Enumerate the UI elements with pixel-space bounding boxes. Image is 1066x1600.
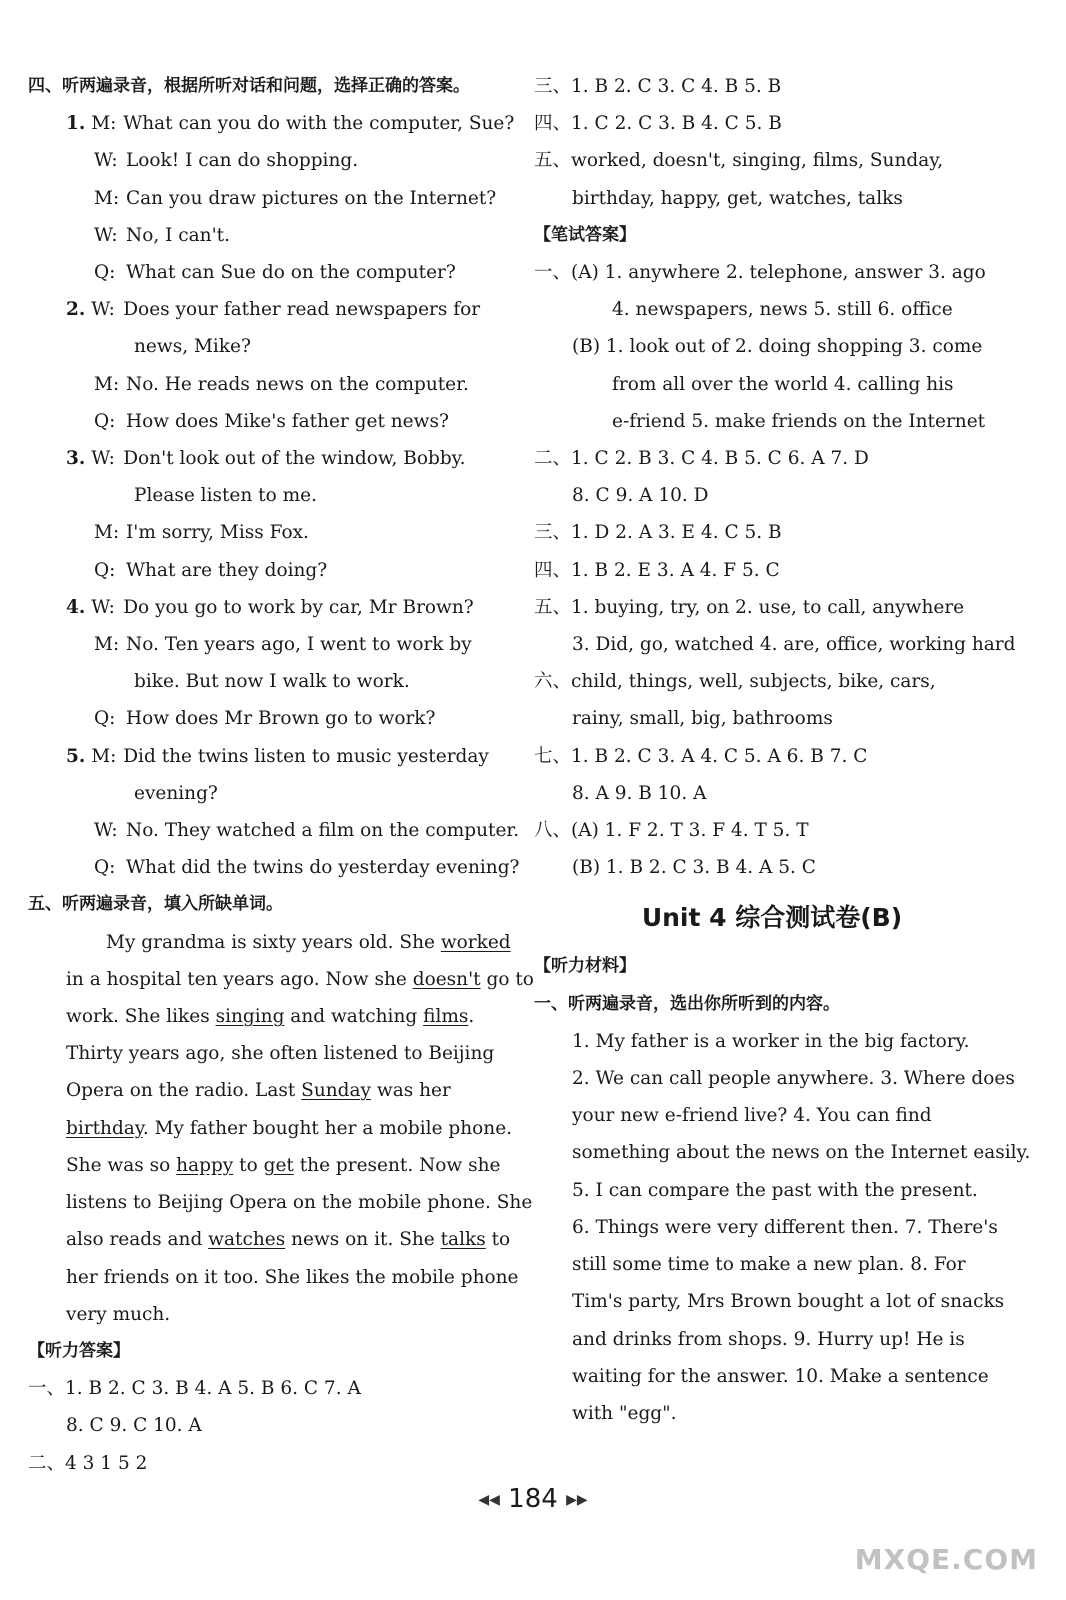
- section-4-title: 四、听两遍录音，根据所听对话和问题，选择正确的答案。: [28, 76, 470, 96]
- written-6b: rainy, small, big, bathrooms: [572, 708, 833, 730]
- material-line: waiting for the answer. 10. Make a sentence: [572, 1365, 989, 1387]
- right-column: [534, 68, 1031, 1432]
- material-line: still some time to make a new plan. 8. For: [572, 1254, 966, 1276]
- listening-answers-title: 【听力答案】: [28, 1340, 130, 1361]
- written-8a: 八、(A) 1. F 2. T 3. F 4. T 5. T: [534, 820, 809, 842]
- written-answers-title: 【笔试答案】: [534, 224, 636, 245]
- material-section-1: 一、听两遍录音，选出你所听到的内容。: [534, 993, 840, 1014]
- prev-arrows-icon: ◀◀: [478, 1492, 500, 1508]
- dialog-3: 3. W: Don't look out of the window, Bobby. Please listen to me. M: I'm sorry, Miss Fox. Q: What are they doing?: [66, 448, 466, 581]
- listening-answers-2: 二、4 3 1 5 2: [28, 1452, 148, 1474]
- dialog-number: 1.: [66, 113, 86, 135]
- material-line: 2. We can call people anywhere. 3. Where does: [572, 1068, 1015, 1090]
- written-5a: 五、1. buying, try, on 2. use, to call, anywhere: [534, 596, 965, 618]
- cloze-passage: My grandma is sixty years old. She worked in a hospital ten years ago. Now she doesn't go to work. She likes singing and watching films. Thirty years ago, she often listened to Beijing Opera on the radio. Last Sunday was her birthday. My father bought her a mobile phone. She was so happy to get the present. Now she listens to Beijing Opera on the mobile phone. She also reads and watches news on it. She talks to her friends on it too. She likes the mobile phone very much.: [66, 931, 534, 1325]
- material-line: with "egg".: [572, 1402, 677, 1424]
- written-7a: 七、1. B 2. C 3. A 4. C 5. A 6. B 7. C: [534, 745, 868, 767]
- written-4: 四、1. B 2. E 3. A 4. F 5. C: [534, 559, 780, 581]
- written-7b: 8. A 9. B 10. A: [572, 782, 707, 804]
- listening-material-title: 【听力材料】: [534, 956, 636, 977]
- material-line: 5. I can compare the past with the present.: [572, 1179, 978, 1201]
- answers-5a: 五、worked, doesn't, singing, films, Sunday,: [534, 150, 944, 172]
- material-line: something about the news on the Internet easily.: [572, 1142, 1031, 1164]
- written-1a: 一、(A) 1. anywhere 2. telephone, answer 3. ago: [534, 262, 986, 284]
- material-line: 1. My father is a worker in the big factory.: [572, 1030, 970, 1052]
- material-line: 6. Things were very different then. 7. There's: [572, 1216, 998, 1238]
- written-6a: 六、child, things, well, subjects, bike, cars,: [534, 671, 936, 693]
- dialog-5: 5. M: Did the twins listen to music yesterday evening? W: No. They watched a film on the computer. Q: What did the twins do yesterday evening?: [66, 745, 520, 879]
- material-line: your new e-friend live? 4. You can find: [572, 1105, 932, 1127]
- answers-5b: birthday, happy, get, watches, talks: [572, 187, 903, 209]
- written-1e: e-friend 5. make friends on the Internet: [612, 410, 986, 432]
- watermark: MXQE.COM: [854, 1543, 1038, 1576]
- dialog-4: 4. W: Do you go to work by car, Mr Brown? M: No. Ten years ago, I went to work by bike. But now I walk to work. Q: How does Mr Brown go to work?: [66, 596, 474, 730]
- dialog-2: 2. W: Does your father read newspapers for news, Mike? M: No. He reads news on the computer. Q: How does Mike's father get news?: [66, 299, 481, 432]
- material-line: Tim's party, Mrs Brown bought a lot of snacks: [572, 1291, 1005, 1313]
- material-line: and drinks from shops. 9. Hurry up! He is: [572, 1328, 965, 1350]
- written-8b: (B) 1. B 2. C 3. B 4. A 5. C: [572, 857, 816, 879]
- unit-title: Unit 4 综合测试卷(B): [641, 903, 903, 933]
- listening-answers-1: 一、1. B 2. C 3. B 4. A 5. B 6. C 7. A: [28, 1378, 361, 1400]
- written-1c: (B) 1. look out of 2. doing shopping 3. come: [572, 336, 983, 358]
- answers-4: 四、1. C 2. C 3. B 4. C 5. B: [534, 113, 782, 135]
- section-5-title: 五、听两遍录音，填入所缺单词。: [28, 894, 283, 915]
- written-1d: from all over the world 4. calling his: [612, 373, 954, 395]
- left-column: [28, 68, 534, 1482]
- written-3: 三、1. D 2. A 3. E 4. C 5. B: [534, 522, 782, 544]
- page-number: ◀◀ 184 ▶▶: [478, 1484, 588, 1514]
- listening-answers-1b: 8. C 9. C 10. A: [66, 1415, 202, 1437]
- written-5b: 3. Did, go, watched 4. are, office, working hard: [572, 634, 1016, 656]
- answers-3: 三、1. B 2. C 3. C 4. B 5. B: [534, 76, 782, 97]
- written-1b: 4. newspapers, news 5. still 6. office: [612, 299, 953, 321]
- next-arrows-icon: ▶▶: [566, 1492, 588, 1508]
- written-2a: 二、1. C 2. B 3. C 4. B 5. C 6. A 7. D: [534, 448, 869, 470]
- dialog-1: 1. M: What can you do with the computer, Sue? W: Look! I can do shopping. M: Can you draw pictures on the Internet? W: No, I can't. Q: What can Sue do on the computer?: [66, 113, 515, 284]
- written-2b: 8. C 9. A 10. D: [572, 485, 709, 507]
